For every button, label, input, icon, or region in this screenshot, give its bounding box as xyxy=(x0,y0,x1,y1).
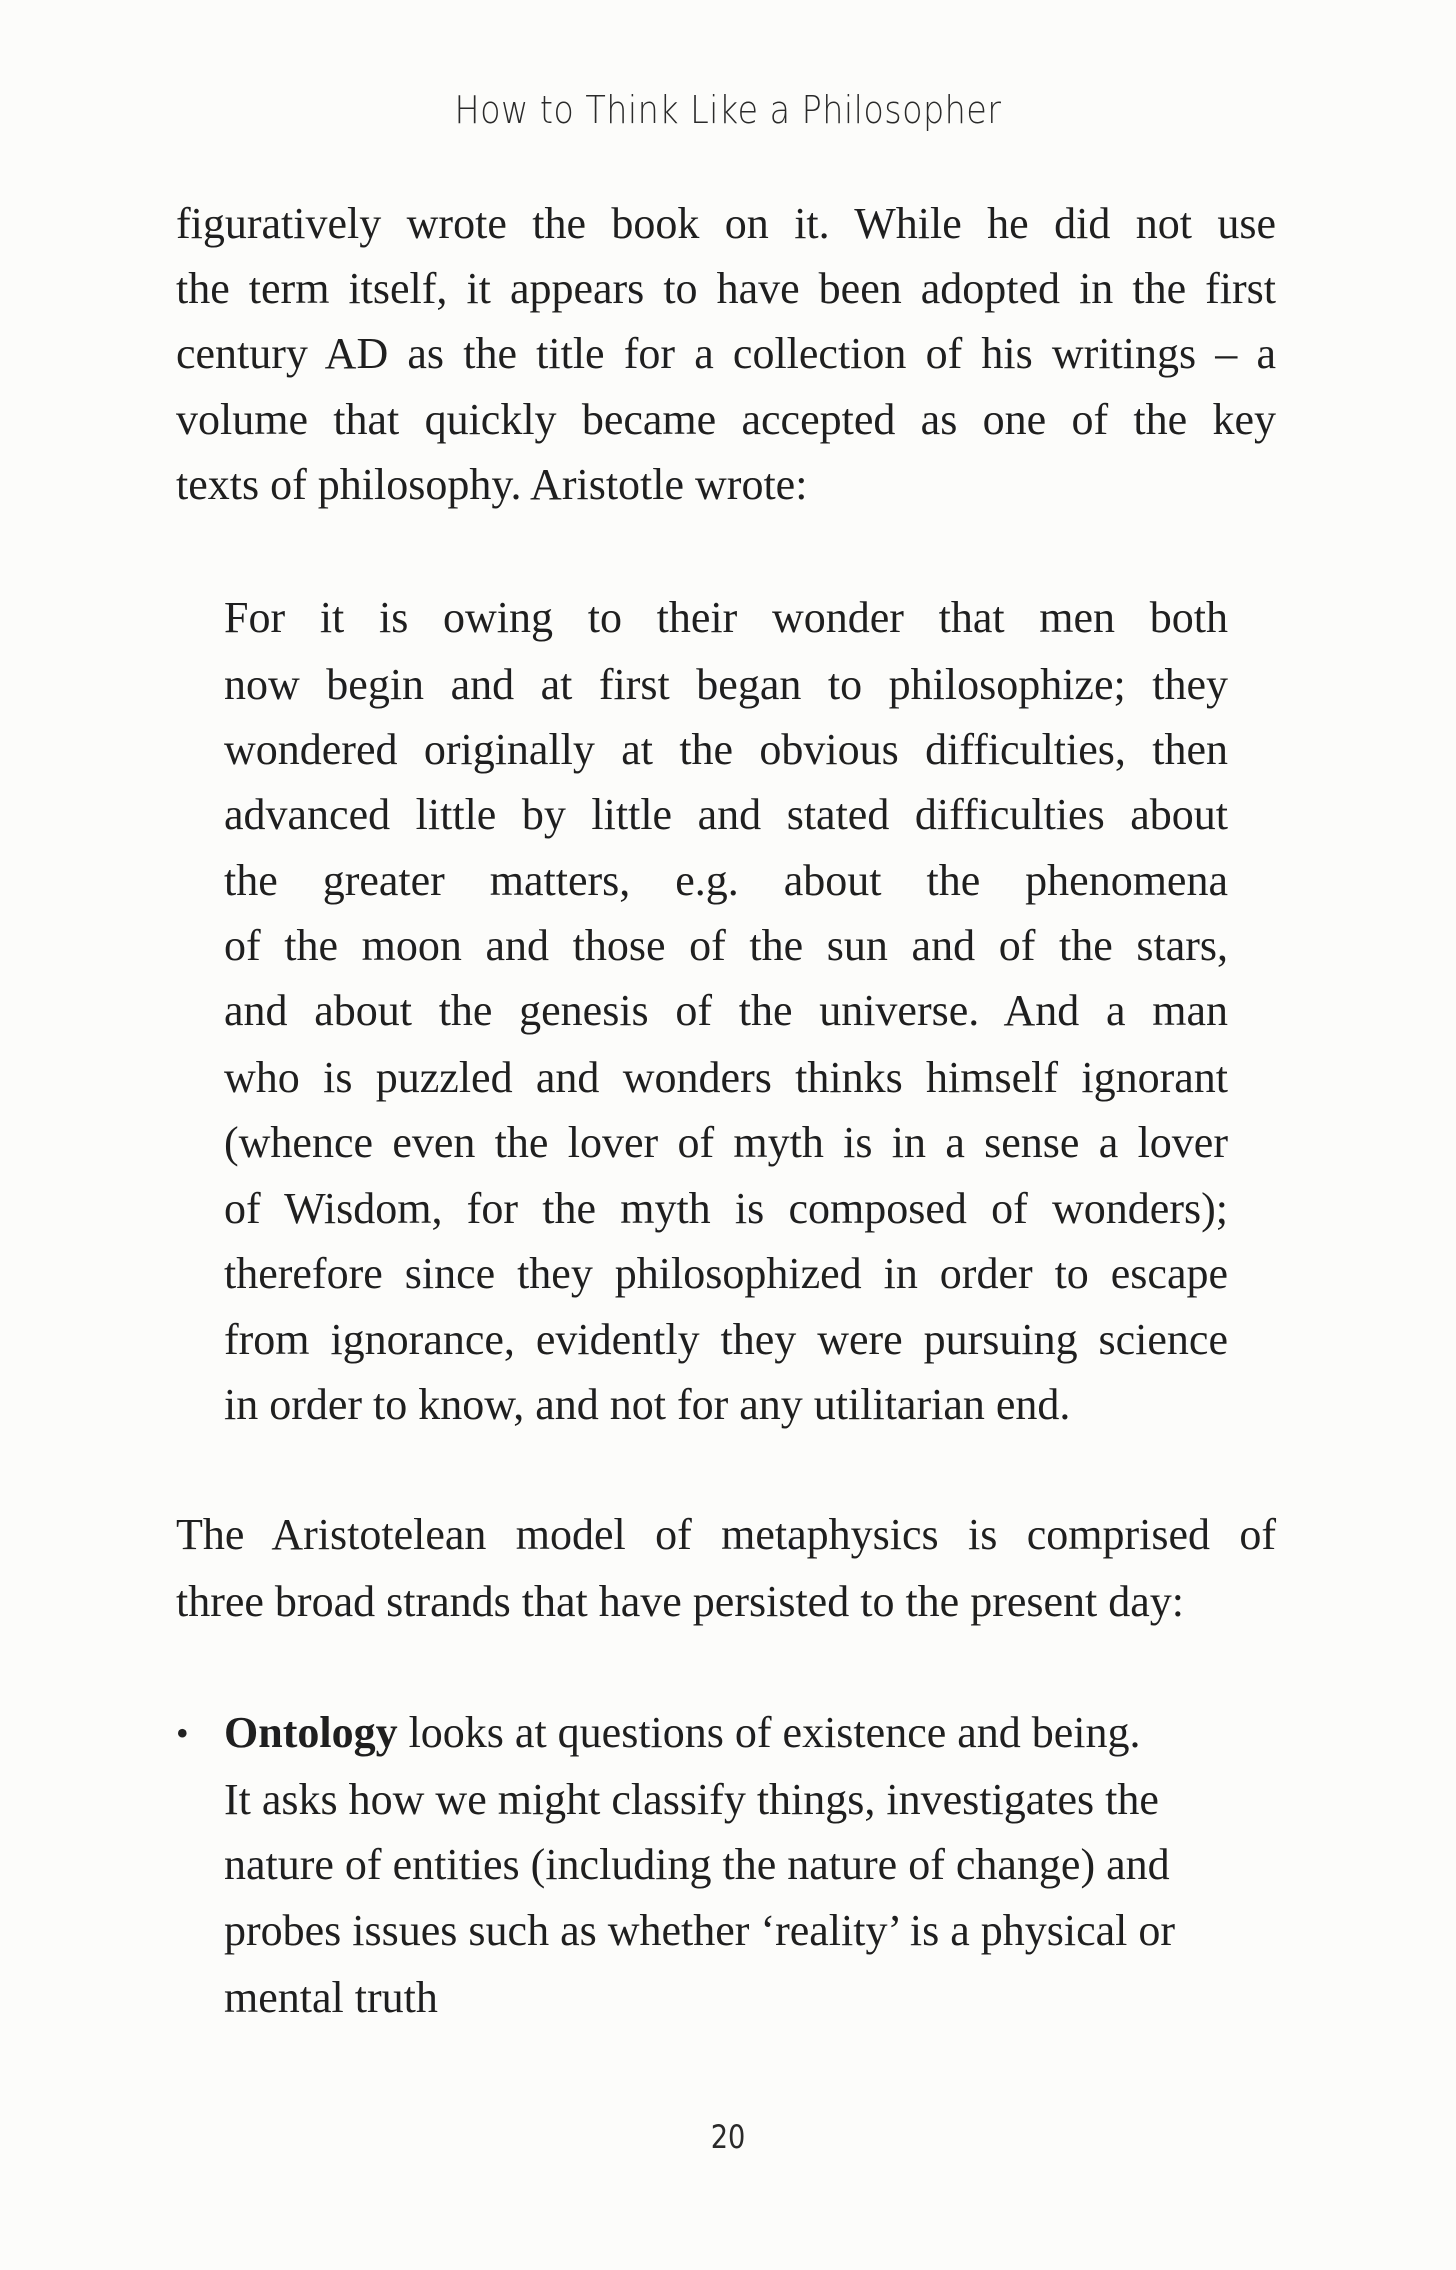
quote-line: wondered originally at the obvious difficulties, then xyxy=(224,725,1228,774)
text-line: figuratively wrote the book on it. While he did not use xyxy=(176,199,1276,248)
quote-line: For it is owing to their wonder that men both xyxy=(224,593,1228,642)
text-line: three broad strands that have persisted to the present day: xyxy=(176,1577,1185,1626)
quote-line: of Wisdom, for the myth is composed of wonders); xyxy=(224,1184,1228,1233)
bullet-line: mental truth xyxy=(224,1973,438,2022)
text-line: texts of philosophy. Aristotle wrote: xyxy=(176,460,808,509)
bullet-first-line xyxy=(224,1700,1276,1766)
quote-line: therefore since they philosophized in order to escape xyxy=(224,1249,1228,1298)
running-header: How to Think Like a Philosopher xyxy=(454,88,1002,132)
quote-line: in order to know, and not for any utilitarian end. xyxy=(224,1380,1071,1429)
bullet-line: nature of entities (including the nature of change) and xyxy=(224,1840,1170,1889)
bullet-term: Ontology xyxy=(224,1708,398,1757)
bullet-icon: • xyxy=(176,1713,189,1753)
text-line: volume that quickly became accepted as one of the key xyxy=(176,395,1276,444)
quote-line: (whence even the lover of myth is in a sense a lover xyxy=(224,1118,1228,1167)
quote-line: of the moon and those of the sun and of the stars, xyxy=(224,921,1228,970)
bullet-text: looks at questions of existence and being. xyxy=(397,1708,1141,1757)
bullet-line: probes issues such as whether ‘reality’ is a physical or xyxy=(224,1906,1176,1955)
text-line: the term itself, it appears to have been adopted in the first xyxy=(176,264,1276,313)
quote-line: the greater matters, e.g. about the phenomena xyxy=(224,856,1228,905)
page-number: 20 xyxy=(710,2118,746,2156)
quote-line: from ignorance, evidently they were pursuing science xyxy=(224,1315,1228,1364)
quote-line: and about the genesis of the universe. And a man xyxy=(224,986,1228,1035)
quote-line: now begin and at first began to philosophize; they xyxy=(224,660,1228,709)
text-line: The Aristotelean model of metaphysics is comprised of xyxy=(176,1510,1276,1559)
quote-line: who is puzzled and wonders thinks himself ignorant xyxy=(224,1053,1228,1102)
bullet-line: It asks how we might classify things, investigates the xyxy=(224,1775,1159,1824)
text-line: century AD as the title for a collection of his writings – a xyxy=(176,329,1276,378)
quote-line: advanced little by little and stated difficulties about xyxy=(224,790,1228,839)
